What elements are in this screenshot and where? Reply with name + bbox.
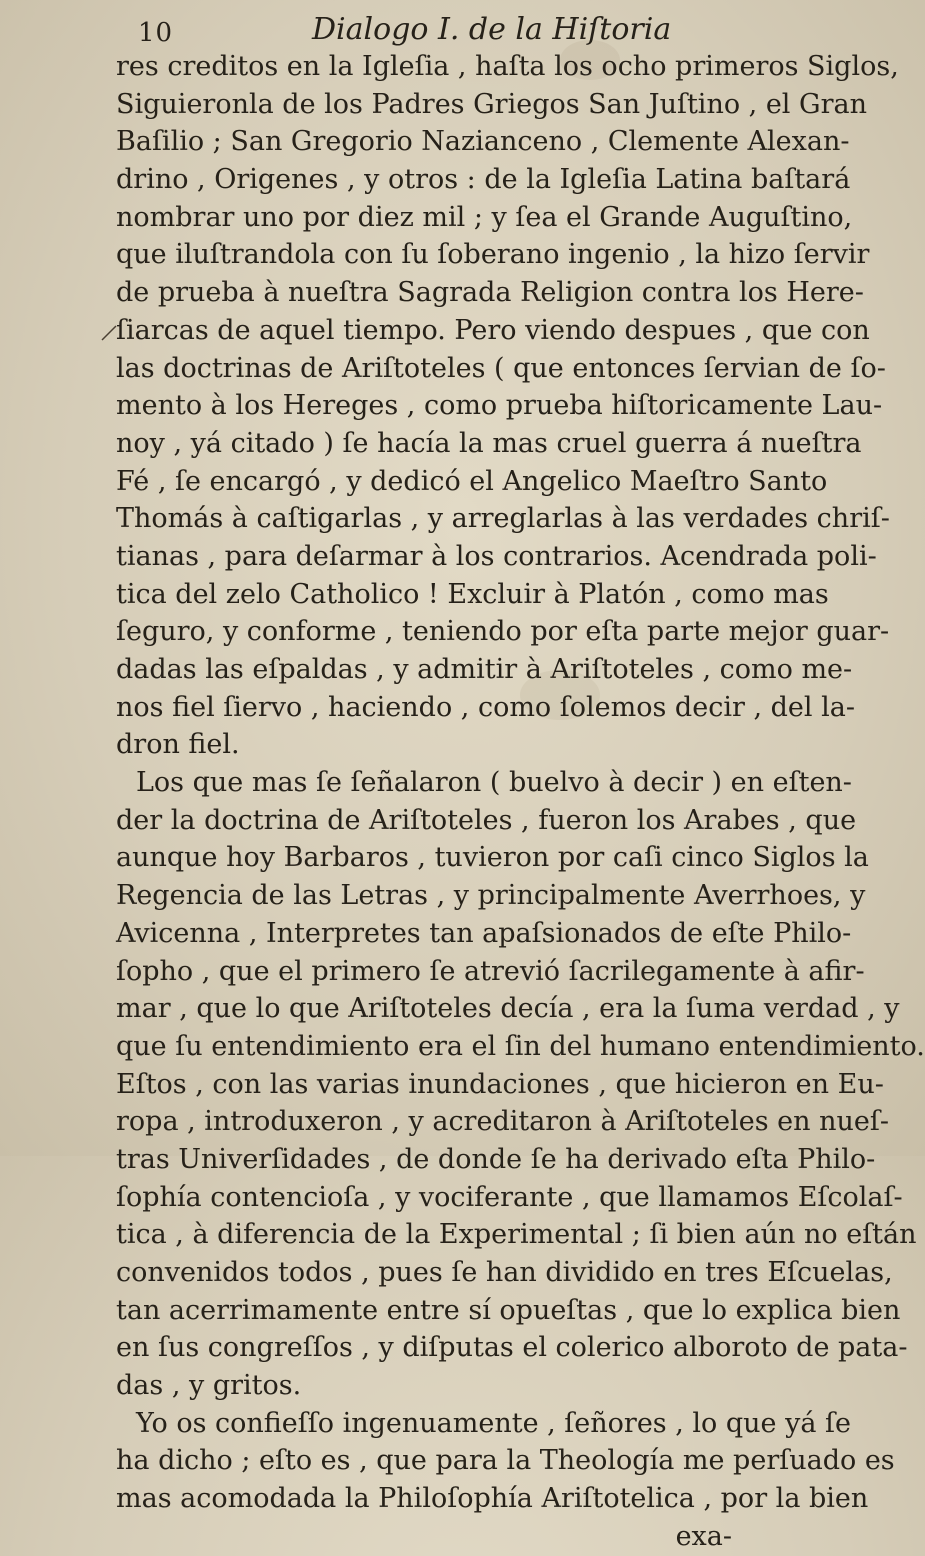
text-line: dron fiel. [116, 729, 240, 761]
text-line: der la doctrina de Ariſtoteles , fueron los Arabes , que [116, 804, 857, 836]
text-line: que ſu entendimiento era el ſin del humano entendimiento. [116, 1030, 925, 1062]
running-title: Dialogo I. de la Hiſtoria [312, 12, 672, 47]
text-line: ropa , introduxeron , y acreditaron à Ariſtoteles en nueſ- [116, 1106, 889, 1138]
text-line: noy , yá citado ) ſe hacía la mas cruel guerra á nueſtra [116, 427, 862, 459]
text-line: Baſilio ; San Gregorio Nazianceno , Clemente Alexan- [116, 126, 850, 158]
text-line: Siguieronla de los Padres Griegos San Juſtino , el Gran [116, 88, 867, 120]
text-line: tica del zelo Catholico ! Excluir à Platón , como mas [116, 578, 829, 610]
text-line: mar , que lo que Ariſtoteles decía , era la ſuma verdad , y [116, 993, 900, 1025]
text-line: nombrar uno por diez mil ; y ſea el Grande Auguſtino, [116, 201, 853, 233]
text-line: Eſtos , con las varias inundaciones , que hicieron en Eu- [116, 1068, 884, 1100]
page-number: 10 [138, 18, 174, 48]
text-line: Thomás à caſtigarlas , y arreglarlas à las verdades chriſ- [116, 503, 890, 535]
text-line: nos fiel ſiervo , haciendo , como ſolemos decir , del la- [116, 691, 855, 723]
text-line: de prueba à nueſtra Sagrada Religion contra los Here- [116, 277, 864, 309]
catchword: exa- [675, 1520, 732, 1552]
text-line: ſophía contencioſa , y vociferante , que llamamos Eſcolaſ- [116, 1181, 903, 1213]
text-line: ſopho , que el primero ſe atrevió ſacrilegamente à afir- [116, 955, 865, 987]
text-line: ſeguro, y conforme , teniendo por eſta parte mejor guar- [116, 616, 890, 648]
text-line: mento à los Hereges , como prueba hiſtoricamente Lau- [116, 390, 883, 422]
text-line: tan acerrimamente entre sí opueſtas , que lo explica bien [116, 1294, 901, 1326]
text-line: ha dicho ; eſto es , que para la Theología me perſuado es [116, 1445, 895, 1477]
text-line: tras Univerſidades , de donde ſe ha derivado eſta Philo- [116, 1143, 876, 1175]
text-line: res creditos en la Igleſia , haſta los ocho primeros Siglos, [116, 51, 899, 82]
text-line: que iluſtrandola con ſu ſoberano ingenio , la hizo ſervir [116, 239, 870, 271]
text-line: drino , Origenes , y otros : de la Igleſia Latina baſtará [116, 164, 851, 196]
text-line: tianas , para deſarmar à los contrarios. Acendrada poli- [116, 540, 877, 572]
text-line: aunque hoy Barbaros , tuvieron por caſi cinco Siglos la [116, 842, 869, 874]
text-line: tica , à diferencia de la Experimental ; ſi bien aún no eſtán [116, 1219, 917, 1251]
text-line: convenidos todos , pues ſe han dividido en tres Eſcuelas, [116, 1257, 893, 1288]
text-line: Yo os confieſſo ingenuamente , ſeñores , lo que yá ſe [136, 1407, 852, 1439]
body-text [116, 48, 925, 1556]
text-line: Fé , ſe encargó , y dedicó el Angelico Maeſtro Santo [116, 465, 828, 497]
text-line: das , y gritos. [116, 1370, 302, 1402]
text-line: mas acomodada la Philoſophía Ariſtotelica , por la bien [116, 1483, 869, 1515]
running-head [0, 4, 800, 48]
text-line: Regencia de las Letras , y principalmente Averrhoes, y [116, 880, 866, 912]
text-line: Los que mas ſe ſeñalaron ( buelvo à decir ) en eſten- [136, 767, 852, 799]
text-line: ſiarcas de aquel tiempo. Pero viendo despues , que con [116, 314, 870, 346]
text-line: dadas las eſpaldas , y admitir à Ariſtoteles , como me- [116, 654, 853, 685]
text-line: las doctrinas de Ariſtoteles ( que entonces ſervian de ſo- [116, 352, 886, 384]
text-line: Avicenna , Interpretes tan apaſsionados de eſte Philo- [116, 917, 852, 949]
text-line: en ſus congreſſos , y diſputas el colerico alboroto de pata- [116, 1332, 908, 1364]
